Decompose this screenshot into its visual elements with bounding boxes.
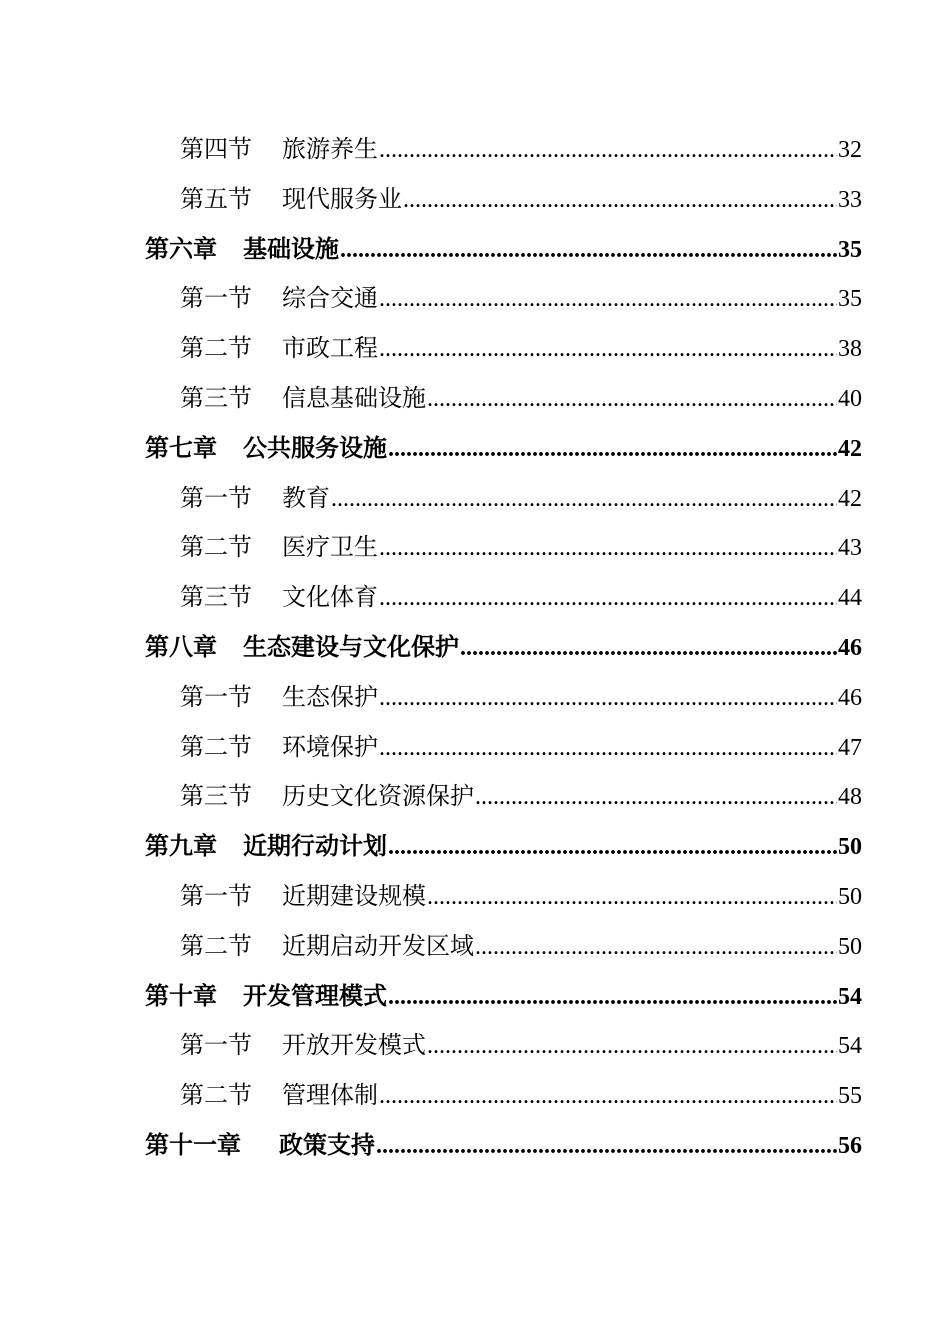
entry-title: 政策支持 xyxy=(279,1132,375,1159)
entry-number: 第一节 xyxy=(180,485,252,512)
entry-page-number: 42 xyxy=(838,485,862,512)
toc-entry[interactable] xyxy=(0,724,950,774)
toc-entry[interactable] xyxy=(0,375,950,425)
dot-leader xyxy=(379,325,837,375)
entry-title: 教育 xyxy=(282,485,330,512)
entry-number: 第二节 xyxy=(180,1083,252,1110)
dot-leader xyxy=(379,724,837,774)
entry-number: 第三节 xyxy=(180,385,252,412)
entry-number: 第六章 xyxy=(145,236,217,263)
dot-leader xyxy=(388,823,837,873)
entry-title: 信息基础设施 xyxy=(282,385,426,412)
entry-title: 旅游养生 xyxy=(282,137,378,163)
dot-leader xyxy=(427,1022,837,1072)
entry-number: 第四节 xyxy=(180,137,252,163)
entry-page-number: 42 xyxy=(838,435,862,462)
entry-page-number: 54 xyxy=(838,1033,862,1060)
entry-page-number: 50 xyxy=(838,834,862,861)
entry-number: 第十章 xyxy=(145,983,217,1010)
dot-leader xyxy=(427,873,837,923)
entry-page-number: 50 xyxy=(838,883,862,910)
entry-title: 近期行动计划 xyxy=(243,834,387,861)
toc-entry[interactable] xyxy=(0,574,950,624)
toc-entry[interactable] xyxy=(0,126,950,176)
toc-chapter-entry[interactable] xyxy=(0,425,950,475)
entry-page-number: 46 xyxy=(838,634,862,661)
entry-page-number: 35 xyxy=(838,236,862,263)
entry-number: 第一节 xyxy=(180,286,252,313)
entry-title: 环境保护 xyxy=(282,734,378,761)
entry-title: 现代服务业 xyxy=(282,186,402,213)
entry-number: 第二节 xyxy=(180,933,252,960)
dot-leader xyxy=(331,475,837,525)
entry-title: 开放开发模式 xyxy=(282,1033,426,1060)
entry-page-number: 38 xyxy=(838,336,862,363)
toc-chapter-entry[interactable] xyxy=(0,226,950,276)
toc-entry[interactable] xyxy=(0,873,950,923)
dot-leader xyxy=(427,375,837,425)
entry-title: 综合交通 xyxy=(282,286,378,313)
dot-leader xyxy=(340,226,837,276)
dot-leader xyxy=(388,973,837,1023)
dot-leader xyxy=(379,524,837,574)
entry-number: 第三节 xyxy=(180,784,252,811)
dot-leader xyxy=(379,275,837,325)
entry-page-number: 56 xyxy=(838,1132,862,1159)
dot-leader xyxy=(376,1122,837,1172)
entry-page-number: 44 xyxy=(838,585,862,612)
entry-page-number: 43 xyxy=(838,535,862,562)
toc-entry[interactable] xyxy=(0,275,950,325)
toc-entry[interactable] xyxy=(0,475,950,525)
entry-number: 第五节 xyxy=(180,186,252,213)
entry-title: 管理体制 xyxy=(282,1083,378,1110)
entry-title: 文化体育 xyxy=(282,585,378,612)
entry-number: 第二节 xyxy=(180,734,252,761)
dot-leader xyxy=(403,176,837,226)
toc-entry[interactable] xyxy=(0,773,950,823)
dot-leader xyxy=(460,624,837,674)
entry-number: 第一节 xyxy=(180,883,252,910)
entry-title: 公共服务设施 xyxy=(243,435,387,462)
entry-page-number: 33 xyxy=(838,186,862,213)
table-of-contents xyxy=(0,126,950,1172)
entry-page-number: 48 xyxy=(838,784,862,811)
dot-leader xyxy=(379,126,837,176)
entry-number: 第八章 xyxy=(145,634,217,661)
entry-title: 医疗卫生 xyxy=(282,535,378,562)
entry-page-number: 32 xyxy=(838,137,862,163)
entry-title: 近期启动开发区域 xyxy=(282,933,474,960)
dot-leader xyxy=(379,574,837,624)
entry-page-number: 50 xyxy=(838,933,862,960)
entry-number: 第二节 xyxy=(180,336,252,363)
toc-chapter-entry[interactable] xyxy=(0,1122,950,1172)
toc-entry[interactable] xyxy=(0,1022,950,1072)
toc-entry[interactable] xyxy=(0,325,950,375)
dot-leader xyxy=(475,923,837,973)
entry-title: 开发管理模式 xyxy=(243,983,387,1010)
entry-title: 基础设施 xyxy=(243,236,339,263)
toc-entry[interactable] xyxy=(0,674,950,724)
entry-page-number: 47 xyxy=(838,734,862,761)
entry-page-number: 55 xyxy=(838,1083,862,1110)
entry-title: 生态建设与文化保护 xyxy=(243,634,459,661)
toc-chapter-entry[interactable] xyxy=(0,973,950,1023)
entry-number: 第十一章 xyxy=(145,1132,241,1159)
entry-number: 第九章 xyxy=(145,834,217,861)
toc-chapter-entry[interactable] xyxy=(0,823,950,873)
entry-page-number: 40 xyxy=(838,385,862,412)
toc-entry[interactable] xyxy=(0,1072,950,1122)
entry-number: 第七章 xyxy=(145,435,217,462)
entry-title: 近期建设规模 xyxy=(282,883,426,910)
dot-leader xyxy=(475,773,837,823)
entry-page-number: 35 xyxy=(838,286,862,313)
dot-leader xyxy=(379,1072,837,1122)
entry-page-number: 46 xyxy=(838,684,862,711)
entry-title: 生态保护 xyxy=(282,684,378,711)
toc-entry[interactable] xyxy=(0,176,950,226)
entry-title: 市政工程 xyxy=(282,336,378,363)
entry-number: 第三节 xyxy=(180,585,252,612)
entry-title: 历史文化资源保护 xyxy=(282,784,474,811)
toc-entry[interactable] xyxy=(0,923,950,973)
entry-number: 第二节 xyxy=(180,535,252,562)
entry-number: 第一节 xyxy=(180,684,252,711)
entry-number: 第一节 xyxy=(180,1033,252,1060)
toc-entry[interactable] xyxy=(0,524,950,574)
toc-chapter-entry[interactable] xyxy=(0,624,950,674)
entry-page-number: 54 xyxy=(838,983,862,1010)
dot-leader xyxy=(379,674,837,724)
dot-leader xyxy=(388,425,837,475)
